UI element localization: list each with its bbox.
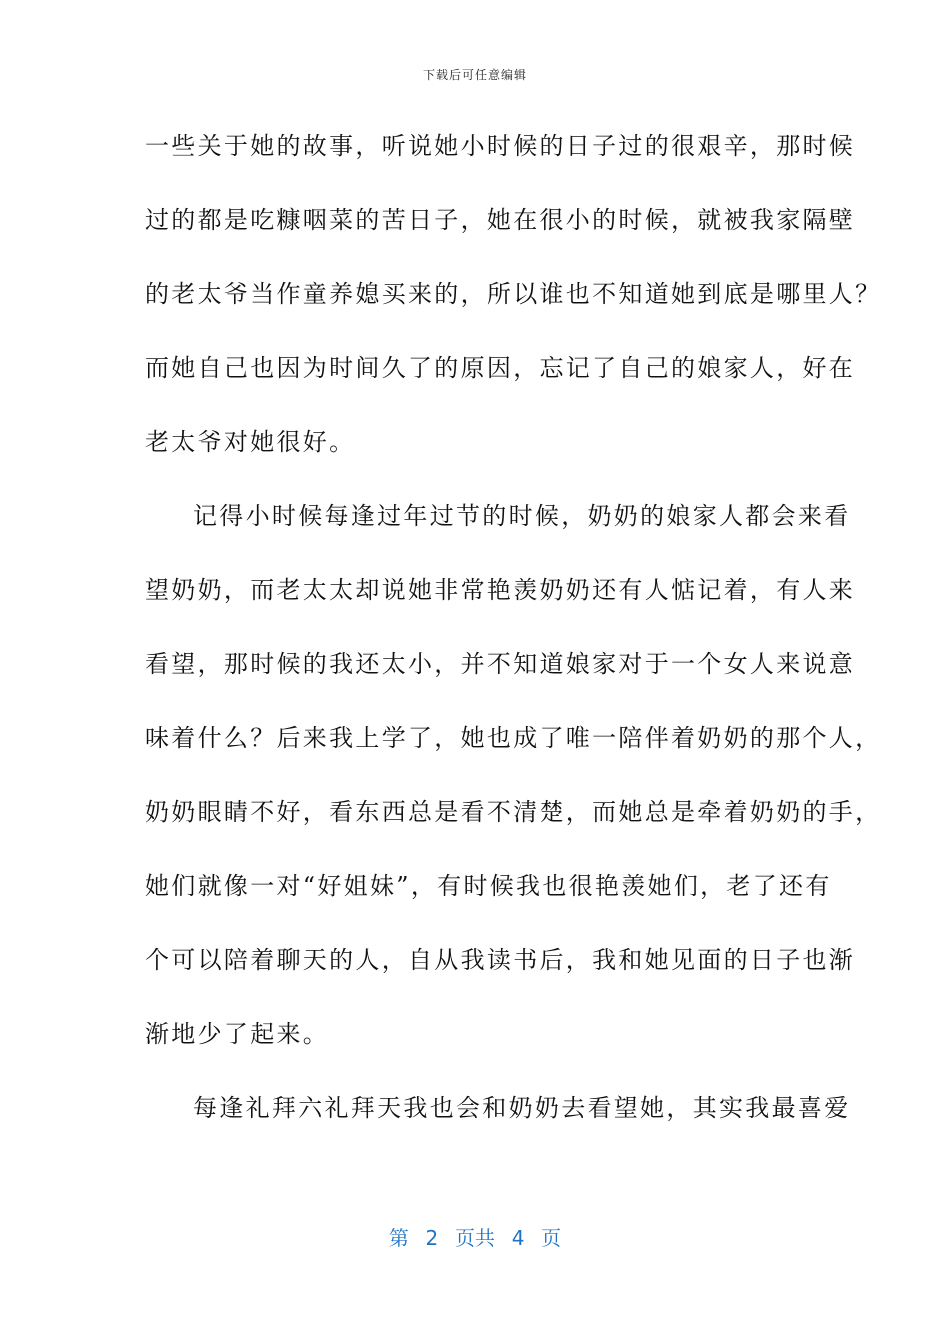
body-line: 看望，那时候的我还太小，并不知道娘家对于一个女人来说意 — [145, 650, 856, 678]
body-line-paragraph-start: 每逢礼拜六礼拜天我也会和奶奶去看望她，其实我最喜爱 — [193, 1094, 851, 1122]
body-line: 望奶奶，而老太太却说她非常艳羡奶奶还有人惦记着，有人来 — [145, 576, 856, 604]
body-line: 的老太爷当作童养媳买来的，所以谁也不知道她到底是哪里人？ — [145, 280, 882, 308]
body-line: 她们就像一对“好姐妹”，有时候我也很艳羡她们，老了还有 — [145, 872, 832, 900]
header-note: 下载后可任意编辑 — [422, 68, 527, 82]
page-number-footer — [0, 1222, 950, 1251]
body-line: 老太爷对她很好。 — [145, 428, 356, 456]
body-line-paragraph-start: 记得小时候每逢过年过节的时候，奶奶的娘家人都会来看 — [193, 502, 851, 530]
body-line: 过的都是吃糠咽菜的苦日子，她在很小的时候，就被我家隔壁 — [145, 206, 856, 234]
body-line: 个可以陪着聊天的人，自从我读书后，我和她见面的日子也渐 — [145, 946, 856, 974]
body-line: 一些关于她的故事，听说她小时候的日子过的很艰辛，那时候 — [145, 132, 856, 160]
body-line: 味着什么？后来我上学了，她也成了唯一陪伴着奶奶的那个人， — [145, 724, 882, 752]
body-line: 渐地少了起来。 — [145, 1020, 330, 1048]
body-line: 奶奶眼睛不好，看东西总是看不清楚，而她总是牵着奶奶的手， — [145, 798, 882, 826]
document-body — [145, 118, 882, 1154]
page-number-label: 第 2 页共 4 页 — [388, 1226, 562, 1250]
body-line: 而她自己也因为时间久了的原因，忘记了自己的娘家人，好在 — [145, 354, 856, 382]
